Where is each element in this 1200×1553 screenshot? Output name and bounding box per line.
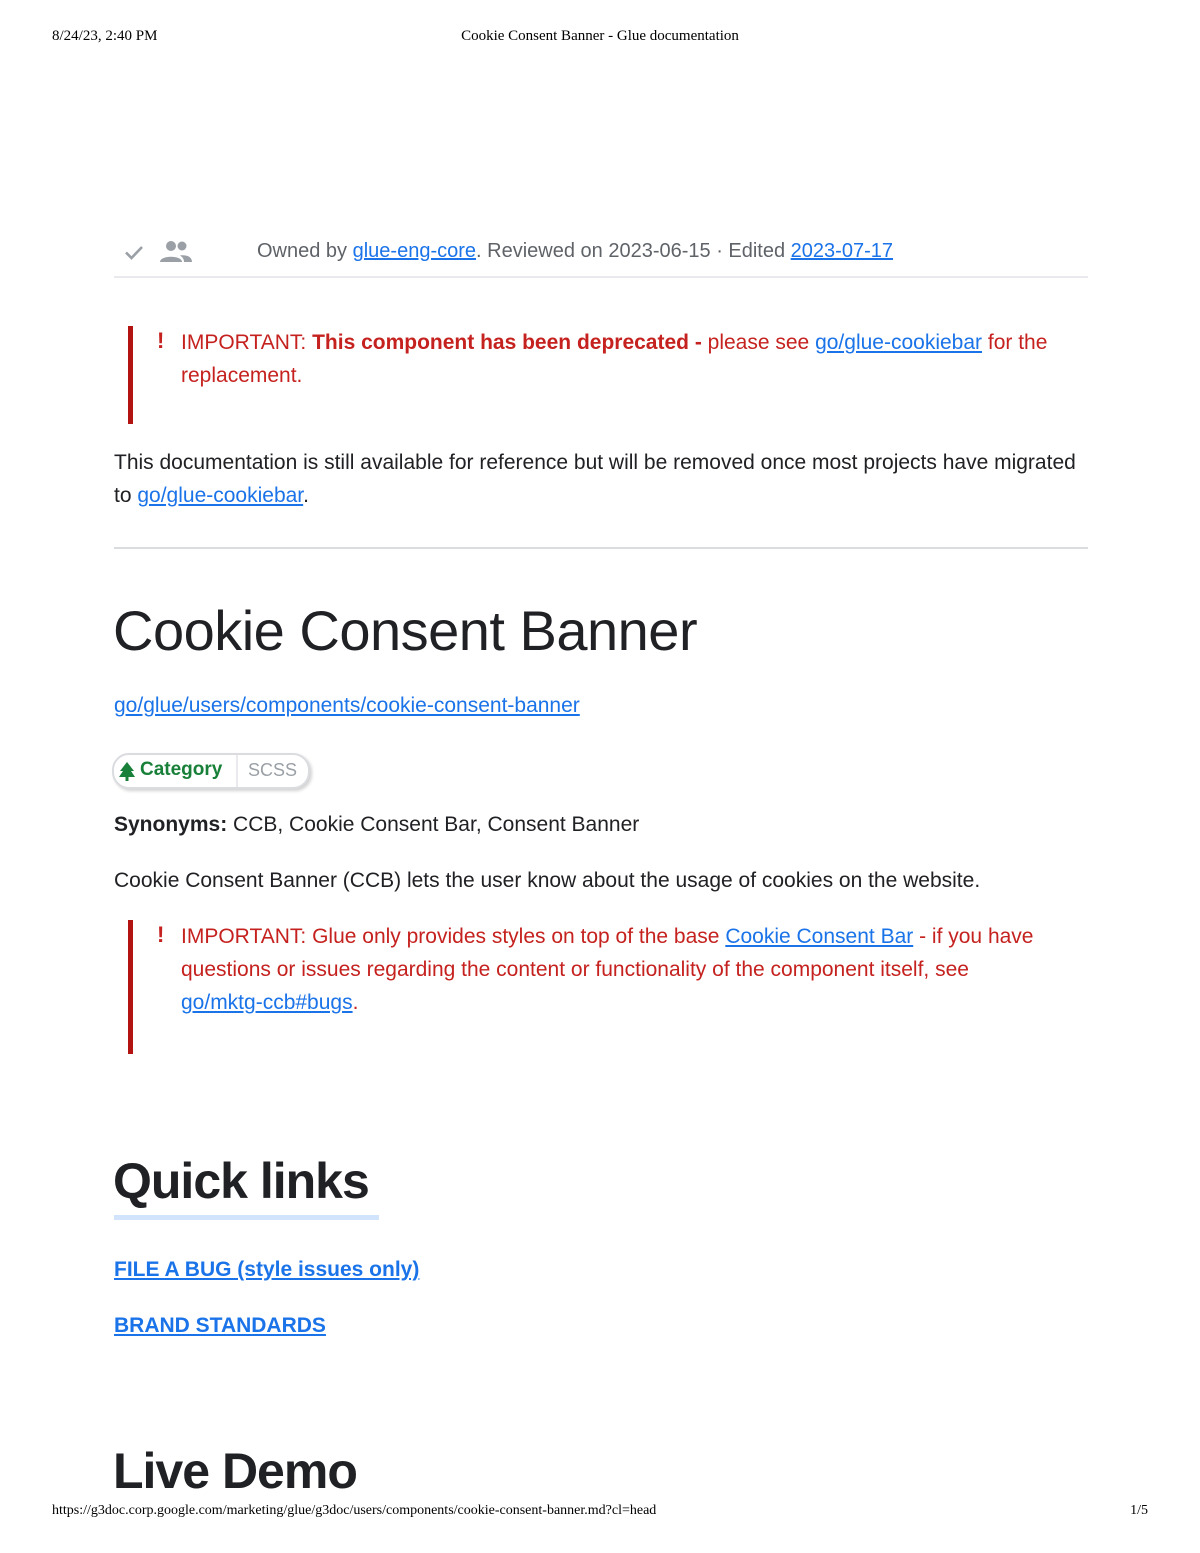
print-datetime: 8/24/23, 2:40 PM [52,28,158,44]
go-link[interactable]: go/glue/users/components/cookie-consent-banner [114,694,580,717]
live-demo-heading: Live Demo [113,1443,357,1499]
brand-standards-link[interactable]: BRAND STANDARDS [114,1314,326,1337]
category-chip[interactable] [112,753,310,789]
print-footer [0,1503,1200,1527]
tree-icon [118,761,136,781]
people-icon[interactable] [158,238,194,266]
print-url: https://g3doc.corp.google.com/marketing/glue/g3doc/users/components/cookie-consent-banner.md?cl=head [52,1503,657,1518]
callout2-prefix: IMPORTANT: Glue only provides styles on top of the base [181,925,726,948]
synonyms-value: CCB, Cookie Consent Bar, Consent Banner [227,813,640,836]
styles-callout-text [181,920,1051,1019]
deprecated-notice: This component has been deprecated - [312,331,702,354]
deprecation-callout [128,326,1073,424]
page-title: Cookie Consent Banner [113,599,698,662]
callout2-middle: - if you have questions or issues regarding the content or functionality of the component itself, see [181,925,1034,981]
page-number: 1/5 [1130,1503,1148,1518]
description: Cookie Consent Banner (CCB) lets the user know about the usage of cookies on the website. [114,869,981,892]
chip-value: SCSS [248,760,298,780]
quick-links-heading: Quick links [113,1153,369,1209]
callout2-suffix: . [352,991,359,1014]
intro-suffix: . [303,484,309,507]
replacement-suffix: for the replacement. [181,331,1048,387]
chip-category [114,755,238,787]
intro-paragraph [114,446,1088,512]
owned-by-label: Owned by [257,240,353,262]
check-icon[interactable] [122,240,146,264]
heading-underline [114,1215,379,1220]
reviewed-label: . Reviewed on 2023-06-15 · Edited [476,240,791,262]
synonyms-line [114,808,639,841]
please-see-label: please see [701,331,816,354]
intro-cookiebar-link[interactable]: go/glue-cookiebar [137,484,304,507]
doc-meta-bar [114,236,1088,278]
important-icon: ! [157,328,165,353]
meta-text [257,240,893,263]
deprecation-text [181,326,1071,392]
important-prefix: IMPORTANT: [181,331,313,354]
divider [114,547,1088,549]
edited-date-link[interactable]: 2023-07-17 [790,240,893,262]
cookiebar-link[interactable]: go/glue-cookiebar [815,331,983,354]
synonyms-label: Synonyms: [114,813,228,836]
intro-text: This documentation is still available for reference but will be removed once most projects have migrated to [114,451,1076,507]
file-a-bug-link[interactable]: FILE A BUG (style issues only) [114,1258,420,1281]
cookie-consent-bar-link[interactable]: Cookie Consent Bar [725,925,914,948]
important-icon: ! [157,922,165,947]
chip-label: Category [140,759,223,780]
print-page-title: Cookie Consent Banner - Glue documentation [461,28,739,44]
owner-link[interactable]: glue-eng-core [352,240,477,262]
styles-callout [128,920,1073,1054]
mktg-ccb-bugs-link[interactable]: go/mktg-ccb#bugs [181,991,353,1014]
print-header [0,28,1200,52]
